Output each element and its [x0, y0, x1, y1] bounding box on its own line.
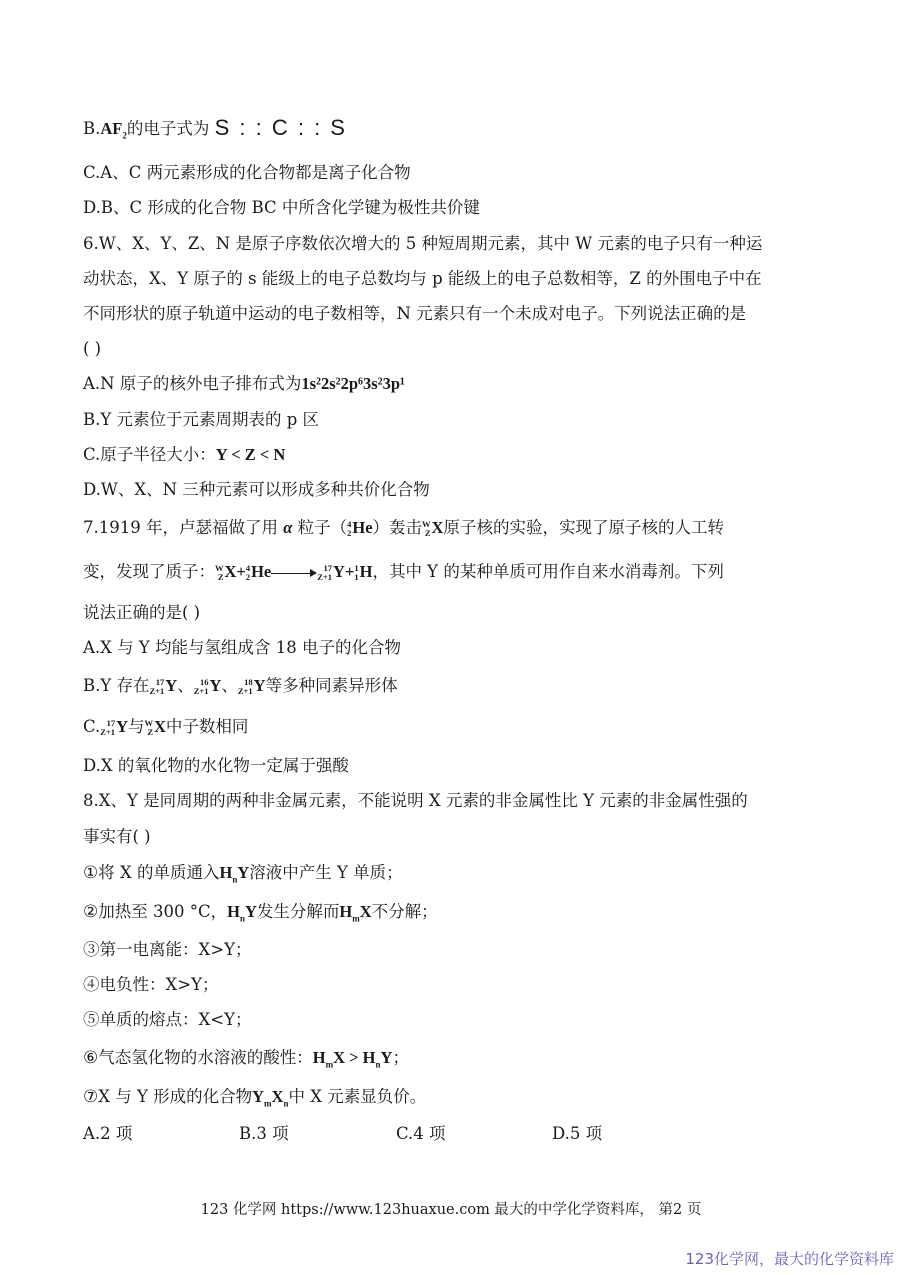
q6-stem-line4: ( )	[83, 339, 102, 358]
q8-options	[83, 1123, 683, 1145]
q6-option-c: C.原子半径大小：Y < Z < N	[83, 445, 286, 464]
q5-option-d: D.B、C 形成的化合物 BC 中所含化学键为极性共价键	[83, 198, 480, 217]
q7-stem-line2: 变，发现了质子： W Z X+ 4 2 He 17 Z+1 Y+ 1 1 H，其中 Y 的某种单质可用作自来水消毒剂。下列	[83, 562, 724, 582]
alpha-symbol: α	[283, 518, 293, 537]
q8-statement-7: ⑦X 与 Y 形成的化合物$Y_mX_n$中 X 元素显负价。	[83, 1087, 427, 1109]
q8-statement-3: ③第一电离能：X>Y；	[83, 940, 252, 959]
nuclide-y17-c: 17 Z+1	[100, 717, 116, 737]
q5-option-c: C.A、C 两元素形成的化合物都是离子化合物	[83, 163, 411, 182]
q8-statement-4: ④电负性：X>Y；	[83, 975, 219, 994]
nuclide-y16: 16 Z+1	[193, 676, 209, 696]
q8-statement-1: ①将 X 的单质通入$H_nY$溶液中产生 Y 单质；	[83, 863, 403, 885]
nuclide-y17: 17 Z+1	[149, 676, 165, 696]
lewis-structure: S : : C : : S	[214, 114, 347, 140]
nuclide-he-eq: 4 2	[245, 562, 251, 582]
q6-option-d: D.W、X、N 三种元素可以形成多种共价化合物	[83, 480, 430, 499]
q8-option-a: A.2 项	[83, 1124, 133, 1143]
q7-option-a: A.X 与 Y 均能与氢组成含 18 电子的化合物	[83, 638, 402, 657]
formula-ymxn: $Y_mX_n$	[252, 1087, 289, 1109]
acidity-comparison: $H_mX > H_nY$	[312, 1048, 393, 1070]
formula-hny-2: $H_nY$	[227, 902, 257, 924]
nuclide-y17-eq: 17 Z+1	[317, 562, 333, 582]
q6-option-b: B.Y 元素位于元素周期表的 p 区	[83, 410, 320, 429]
site-watermark: 123化学网，最大的化学资料库	[685, 1250, 894, 1268]
radius-order: Y < Z < N	[215, 445, 286, 464]
formula-af2: $AF_2$	[100, 119, 127, 141]
q8-statement-6: ⑥气态氢化物的水溶液的酸性：$H_mX > H_nY$；	[83, 1048, 409, 1070]
q7-stem-line1: 7.1919 年，卢瑟福做了用 α 粒子（ 4 2 He）轰击 W Z X原子核的实验，实现了原子核的人工转	[83, 518, 724, 538]
q6-stem-line2: 动状态，X、Y 原子的 s 能级上的电子总数均与 p 能级上的电子总数相等，Z 的外围电子中在	[83, 269, 762, 288]
page-footer: 123 化学网 https://www.123huaxue.com 最大的中学化学资料库， 第2 页	[200, 1202, 702, 1218]
formula-hmx: $H_mX$	[339, 902, 372, 924]
nuclide-he: 4 2	[347, 518, 352, 538]
q6-stem-line3: 不同形状的原子轨道中运动的电子数相等，N 元素只有一个未成对电子。下列说法正确的是	[83, 304, 747, 323]
q8-stem-line2: 事实有( )	[83, 827, 151, 846]
q8-option-b: B.3 项	[239, 1124, 289, 1143]
reaction-arrow	[271, 562, 317, 584]
q5-option-b: $B.AF_2$的电子式为 S : : C : : S	[83, 114, 347, 141]
q7-option-c: C. 17 Z+1 Y与 W Z X中子数相同	[83, 717, 249, 737]
nuclide-h: 1 1	[354, 562, 359, 582]
q7-option-d: D.X 的氧化物的水化物一定属于强酸	[83, 756, 349, 775]
q8-option-d: D.5 项	[552, 1124, 603, 1143]
electron-config: 1s²2s²2p⁶3s²3p¹	[301, 374, 405, 393]
nuclide-y18: 18 Z+1	[237, 676, 253, 696]
q8-statement-5: ⑤单质的熔点：X<Y；	[83, 1010, 252, 1029]
q6-option-a: A.N 原子的核外电子排布式为1s²2s²2p⁶3s²3p¹	[83, 374, 405, 393]
nuclide-x-c: W Z	[144, 717, 153, 737]
q7-option-b: B.Y 存在 17 Z+1 Y、 16 Z+1 Y、 18 Z+1 Y等多种同素异形体	[83, 676, 398, 696]
q8-stem-line1: 8.X、Y 是同周期的两种非金属元素，不能说明 X 元素的非金属性比 Y 元素的非金属性强的	[83, 791, 748, 810]
nuclide-x: W Z	[422, 518, 431, 538]
formula-hny: $H_nY$	[219, 863, 250, 885]
q6-stem-line1: 6.W、X、Y、Z、N 是原子序数依次增大的 5 种短周期元素，其中 W 元素的电子只有一种运	[83, 234, 763, 253]
nuclide-x-eq: W Z	[215, 562, 224, 582]
q8-option-c: C.4 项	[396, 1124, 446, 1143]
q7-stem-line3: 说法正确的是( )	[83, 603, 201, 622]
q8-statement-2: ②加热至 300 °C，$H_nY$发生分解而$H_mX$不分解；	[83, 902, 438, 924]
